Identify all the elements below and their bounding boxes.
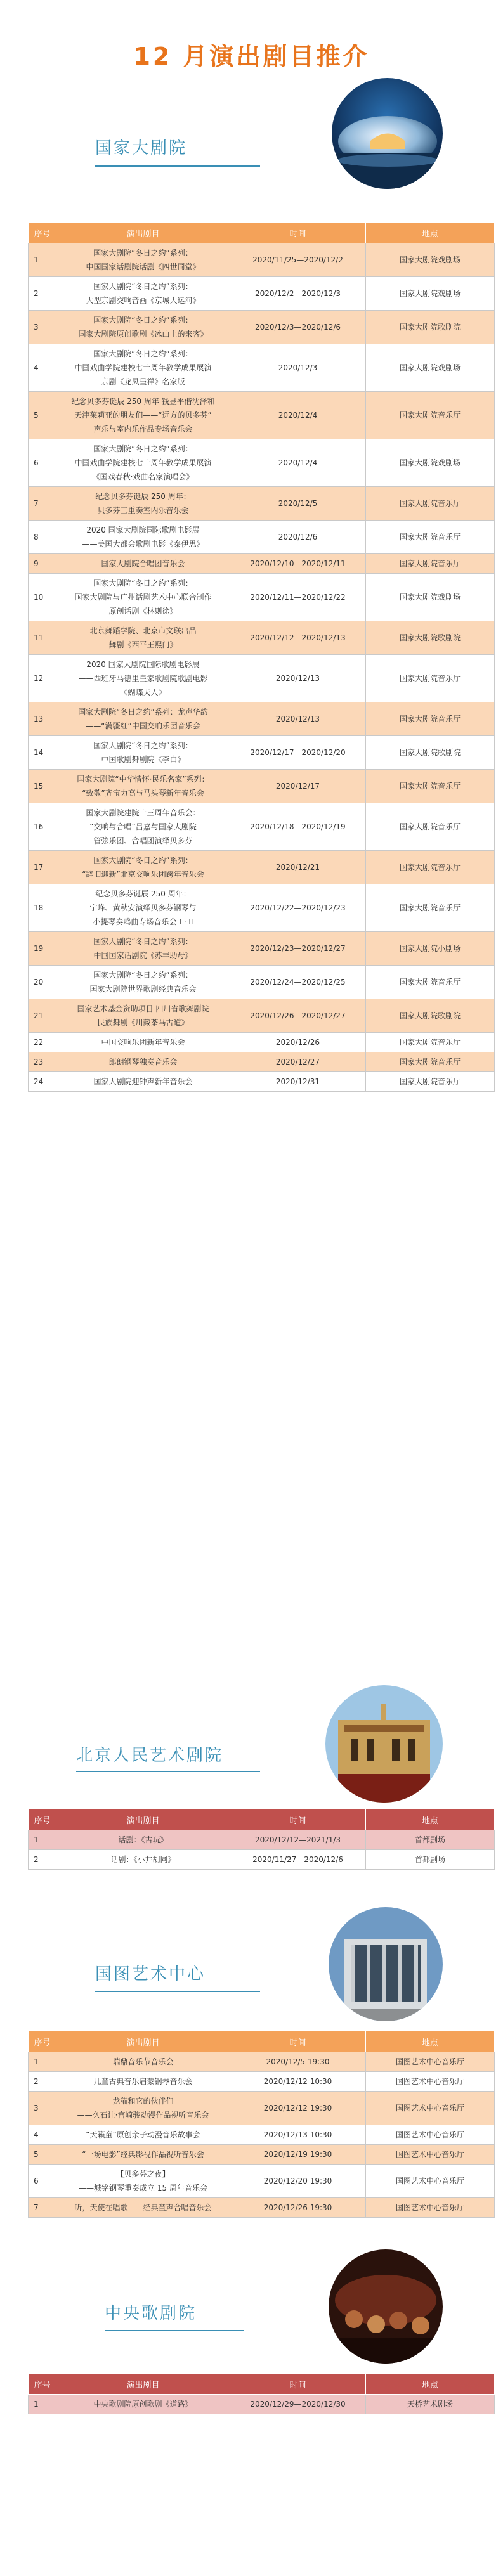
row-time: 2020/12/6	[230, 521, 366, 554]
row-program: 话剧：《小井胡同》	[56, 1850, 230, 1870]
venue-divider	[76, 1771, 260, 1772]
table-row	[29, 2395, 495, 2414]
table-row	[29, 770, 495, 803]
row-program: 国家大剧院“中华情怀·民乐名家”系列： “致敬”齐宝力高与马头琴新年音乐会	[56, 770, 230, 803]
venue-divider	[105, 2330, 244, 2331]
row-index: 2	[29, 1850, 56, 1870]
table-row	[29, 1830, 495, 1850]
col-time: 时间	[230, 2374, 366, 2395]
venue-photo	[325, 1685, 443, 1803]
venue-header	[0, 1891, 503, 2031]
row-time: 2020/12/24—2020/12/25	[230, 966, 366, 999]
table-row	[29, 736, 495, 770]
row-program: 国家大剧院“冬日之约”系列： “辞旧迎新”北京交响乐团跨年音乐会	[56, 851, 230, 884]
table-row	[29, 554, 495, 574]
table-row	[29, 2092, 495, 2125]
row-index: 5	[29, 392, 56, 439]
table-body	[29, 2395, 495, 2414]
row-venue: 国家大剧院音乐厅	[366, 1052, 495, 1072]
row-index: 4	[29, 344, 56, 392]
table-row	[29, 311, 495, 344]
bjry-table	[28, 1809, 495, 1870]
row-index: 24	[29, 1072, 56, 1092]
row-program: 中央歌剧院原创歌剧《道路》	[56, 2395, 230, 2414]
row-program: 2020 国家大剧院国际歌剧电影展 ——美国大都会歌剧电影《泰伊思》	[56, 521, 230, 554]
row-venue: 国图艺术中心音乐厅	[366, 2072, 495, 2092]
row-venue: 国家大剧院音乐厅	[366, 803, 495, 851]
venue-header	[0, 1676, 503, 1809]
row-time: 2020/12/2—2020/12/3	[230, 277, 366, 311]
row-program: “天籁童”原创亲子动漫音乐故事会	[56, 2125, 230, 2145]
table-row	[29, 1052, 495, 1072]
venue-photo	[329, 1907, 443, 2021]
table-row	[29, 2052, 495, 2072]
section-bjry	[0, 1676, 503, 1891]
venue-name: 中央歌剧院	[105, 2304, 197, 2323]
row-index: 15	[29, 770, 56, 803]
table-row	[29, 344, 495, 392]
row-index: 7	[29, 2198, 56, 2218]
row-venue: 国家大剧院戏剧场	[366, 344, 495, 392]
table-row	[29, 702, 495, 736]
row-venue: 国家大剧院音乐厅	[366, 770, 495, 803]
table-body	[29, 243, 495, 1092]
row-program: “一场电影”经典影视作品视听音乐会	[56, 2145, 230, 2165]
row-time: 2020/12/20 19:30	[230, 2165, 366, 2198]
table-row	[29, 574, 495, 621]
table-body	[29, 1830, 495, 1870]
row-index: 7	[29, 487, 56, 521]
col-time: 时间	[230, 1809, 366, 1830]
row-time: 2020/12/12 19:30	[230, 2092, 366, 2125]
table-header	[29, 223, 495, 243]
row-index: 23	[29, 1052, 56, 1072]
ntac-table	[28, 2031, 495, 2218]
row-time: 2020/12/12—2021/1/3	[230, 1830, 366, 1850]
row-venue: 国图艺术中心音乐厅	[366, 2092, 495, 2125]
row-program: 国家大剧院“冬日之约”系列： 中国戏曲学院建校七十周年教学成果展演 《国戏春秋·戏曲名家演唱会》	[56, 439, 230, 487]
row-venue: 天桥艺术剧场	[366, 2395, 495, 2414]
row-time: 2020/12/26—2020/12/27	[230, 999, 366, 1033]
row-program: 瑞鼎音乐节音乐会	[56, 2052, 230, 2072]
table-row	[29, 2198, 495, 2218]
row-time: 2020/12/19 19:30	[230, 2145, 366, 2165]
venue-name: 国家大剧院	[95, 139, 188, 158]
row-time: 2020/12/3—2020/12/6	[230, 311, 366, 344]
row-time: 2020/12/13	[230, 655, 366, 702]
row-venue: 国家大剧院音乐厅	[366, 392, 495, 439]
row-index: 10	[29, 574, 56, 621]
row-index: 11	[29, 621, 56, 655]
row-index: 21	[29, 999, 56, 1033]
row-program: 国家大剧院“冬日之约”系列： 中国歌剧舞剧院《李白》	[56, 736, 230, 770]
row-venue: 国家大剧院戏剧场	[366, 574, 495, 621]
row-index: 1	[29, 1830, 56, 1850]
row-index: 4	[29, 2125, 56, 2145]
row-program: 纪念贝多芬诞辰 250 周年 钱昱平偕沈泽和 天津茱莉亚的朋友们——“远方的贝多芬” 声乐与室内乐作品专场音乐会	[56, 392, 230, 439]
row-index: 17	[29, 851, 56, 884]
page-title: 12 月演出剧目推介	[133, 42, 370, 70]
venue-header	[0, 2227, 503, 2373]
section-ncpa	[0, 75, 503, 1676]
col-program: 演出剧目	[56, 1809, 230, 1830]
row-index: 2	[29, 2072, 56, 2092]
row-index: 12	[29, 655, 56, 702]
row-time: 2020/12/11—2020/12/22	[230, 574, 366, 621]
row-program: 国家大剧院“冬日之约”系列： 中国国家话剧院话剧《四世同堂》	[56, 243, 230, 277]
table-row	[29, 439, 495, 487]
row-program: 国家大剧院“冬日之约”系列： 中国戏曲学院建校七十周年教学成果展演 京剧《龙凤呈祥》名家版	[56, 344, 230, 392]
row-time: 2020/11/25—2020/12/2	[230, 243, 366, 277]
table-row	[29, 1033, 495, 1052]
venue-name: 国图艺术中心	[95, 1965, 206, 1984]
table-row	[29, 999, 495, 1033]
row-venue: 国家大剧院音乐厅	[366, 702, 495, 736]
table-body	[29, 2052, 495, 2218]
row-index: 19	[29, 932, 56, 966]
col-venue: 地点	[366, 223, 495, 243]
row-time: 2020/12/3	[230, 344, 366, 392]
section-cno	[0, 2227, 503, 2437]
row-venue: 国家大剧院歌剧院	[366, 621, 495, 655]
table-row	[29, 621, 495, 655]
row-program: 纪念贝多芬诞辰 250 周年： 贝多芬三重奏室内乐音乐会	[56, 487, 230, 521]
col-time: 时间	[230, 223, 366, 243]
row-venue: 国家大剧院音乐厅	[366, 966, 495, 999]
table-row	[29, 884, 495, 932]
row-program: 听，天使在唱歌——经典童声合唱音乐会	[56, 2198, 230, 2218]
row-index: 5	[29, 2145, 56, 2165]
row-program: 国家大剧院“冬日之约”系列：龙声华韵 ——“满疆红”中国交响乐团音乐会	[56, 702, 230, 736]
row-program: 国家大剧院“冬日之约”系列： 国家大剧院原创歌剧《冰山上的来客》	[56, 311, 230, 344]
table-row	[29, 851, 495, 884]
row-time: 2020/12/26 19:30	[230, 2198, 366, 2218]
row-venue: 国家大剧院戏剧场	[366, 243, 495, 277]
row-program: 国家大剧院合唱团音乐会	[56, 554, 230, 574]
table-header	[29, 2374, 495, 2395]
row-program: 2020 国家大剧院国际歌剧电影展 ——西班牙马德里皇家歌剧院歌剧电影 《蝴蝶夫人》	[56, 655, 230, 702]
row-venue: 首都剧场	[366, 1850, 495, 1870]
row-time: 2020/12/17	[230, 770, 366, 803]
row-venue: 国家大剧院歌剧院	[366, 311, 495, 344]
row-program: 【贝多芬之夜】 ——城铭钢琴重奏成立 15 周年音乐会	[56, 2165, 230, 2198]
row-program: 儿童古典音乐启蒙钢琴音乐会	[56, 2072, 230, 2092]
row-venue: 国家大剧院音乐厅	[366, 1072, 495, 1092]
row-time: 2020/12/18—2020/12/19	[230, 803, 366, 851]
row-time: 2020/11/27—2020/12/6	[230, 1850, 366, 1870]
col-idx: 序号	[29, 2031, 56, 2052]
table-row	[29, 1072, 495, 1092]
row-index: 9	[29, 554, 56, 574]
row-time: 2020/12/10—2020/12/11	[230, 554, 366, 574]
row-venue: 国家大剧院音乐厅	[366, 554, 495, 574]
row-time: 2020/12/22—2020/12/23	[230, 884, 366, 932]
row-time: 2020/12/27	[230, 1052, 366, 1072]
col-program: 演出剧目	[56, 223, 230, 243]
row-program: 国家大剧院建院十三周年音乐会： “交响与合唱”吕嘉与国家大剧院 管弦乐团、合唱团演绎贝多芬	[56, 803, 230, 851]
col-venue: 地点	[366, 2374, 495, 2395]
table-row	[29, 2145, 495, 2165]
row-program: 郎朗钢琴独奏音乐会	[56, 1052, 230, 1072]
venue-photo	[332, 78, 443, 189]
row-index: 2	[29, 277, 56, 311]
col-time: 时间	[230, 2031, 366, 2052]
table-row	[29, 655, 495, 702]
table-row	[29, 243, 495, 277]
row-venue: 国家大剧院小剧场	[366, 932, 495, 966]
row-time: 2020/12/4	[230, 392, 366, 439]
row-index: 14	[29, 736, 56, 770]
venue-divider	[95, 165, 260, 167]
row-time: 2020/12/21	[230, 851, 366, 884]
table-row	[29, 277, 495, 311]
row-venue: 国家大剧院歌剧院	[366, 999, 495, 1033]
table-row	[29, 392, 495, 439]
row-program: 中国交响乐团新年音乐会	[56, 1033, 230, 1052]
table-row	[29, 2165, 495, 2198]
table-row	[29, 487, 495, 521]
section-ntac	[0, 1891, 503, 2227]
row-index: 13	[29, 702, 56, 736]
col-program: 演出剧目	[56, 2374, 230, 2395]
row-index: 18	[29, 884, 56, 932]
row-venue: 国家大剧院歌剧院	[366, 736, 495, 770]
row-venue: 国家大剧院音乐厅	[366, 851, 495, 884]
row-program: 国家大剧院“冬日之约”系列： 大型京剧交响音画《京城大运河》	[56, 277, 230, 311]
row-venue: 国家大剧院戏剧场	[366, 439, 495, 487]
row-index: 3	[29, 311, 56, 344]
row-venue: 国图艺术中心音乐厅	[366, 2198, 495, 2218]
row-index: 1	[29, 2395, 56, 2414]
table-row	[29, 932, 495, 966]
row-index: 16	[29, 803, 56, 851]
row-venue: 国家大剧院音乐厅	[366, 1033, 495, 1052]
table-row	[29, 2072, 495, 2092]
col-idx: 序号	[29, 2374, 56, 2395]
row-time: 2020/12/26	[230, 1033, 366, 1052]
row-time: 2020/12/13 10:30	[230, 2125, 366, 2145]
row-venue: 国图艺术中心音乐厅	[366, 2145, 495, 2165]
row-program: 国家大剧院迎钟声新年音乐会	[56, 1072, 230, 1092]
table-row	[29, 521, 495, 554]
table-header	[29, 1809, 495, 1830]
row-time: 2020/12/29—2020/12/30	[230, 2395, 366, 2414]
row-index: 22	[29, 1033, 56, 1052]
row-time: 2020/12/17—2020/12/20	[230, 736, 366, 770]
row-venue: 首都剧场	[366, 1830, 495, 1850]
venue-header	[0, 75, 503, 222]
ncpa-table	[28, 222, 495, 1092]
row-time: 2020/12/5 19:30	[230, 2052, 366, 2072]
row-program: 国家艺术基金资助项目 四川省歌舞剧院 民族舞剧《川藏茶马古道》	[56, 999, 230, 1033]
row-index: 8	[29, 521, 56, 554]
row-program: 龙猫和它的伙伴们 ——久石让·宫崎骏动漫作品视听音乐会	[56, 2092, 230, 2125]
venue-photo	[329, 2249, 443, 2364]
table-header	[29, 2031, 495, 2052]
row-venue: 国家大剧院音乐厅	[366, 521, 495, 554]
row-program: 国家大剧院“冬日之约”系列： 国家大剧院与广州话剧艺术中心联合制作 原创话剧《林则徐》	[56, 574, 230, 621]
row-time: 2020/12/12—2020/12/13	[230, 621, 366, 655]
col-venue: 地点	[366, 2031, 495, 2052]
table-row	[29, 1850, 495, 1870]
row-index: 3	[29, 2092, 56, 2125]
row-program: 话剧：《古玩》	[56, 1830, 230, 1850]
row-venue: 国图艺术中心音乐厅	[366, 2052, 495, 2072]
row-venue: 国家大剧院音乐厅	[366, 487, 495, 521]
table-row	[29, 966, 495, 999]
row-venue: 国家大剧院音乐厅	[366, 884, 495, 932]
col-idx: 序号	[29, 223, 56, 243]
row-venue: 国家大剧院音乐厅	[366, 655, 495, 702]
row-venue: 国图艺术中心音乐厅	[366, 2165, 495, 2198]
row-time: 2020/12/5	[230, 487, 366, 521]
row-index: 6	[29, 2165, 56, 2198]
table-row	[29, 803, 495, 851]
venue-name: 北京人民艺术剧院	[76, 1746, 224, 1765]
row-time: 2020/12/12 10:30	[230, 2072, 366, 2092]
row-index: 1	[29, 2052, 56, 2072]
row-time: 2020/12/4	[230, 439, 366, 487]
row-program: 纪念贝多芬诞辰 250 周年： 宁峰、黄秋安演绎贝多芬钢琴与 小提琴奏鸣曲专场音乐会 I · II	[56, 884, 230, 932]
cno-table	[28, 2373, 495, 2414]
row-index: 1	[29, 243, 56, 277]
row-time: 2020/12/13	[230, 702, 366, 736]
table-row	[29, 2125, 495, 2145]
col-program: 演出剧目	[56, 2031, 230, 2052]
row-program: 国家大剧院“冬日之约”系列： 国家大剧院世界歌剧经典音乐会	[56, 966, 230, 999]
col-idx: 序号	[29, 1809, 56, 1830]
row-program: 国家大剧院“冬日之约”系列： 中国国家话剧院《苏丰助母》	[56, 932, 230, 966]
row-index: 6	[29, 439, 56, 487]
row-venue: 国家大剧院戏剧场	[366, 277, 495, 311]
row-time: 2020/12/23—2020/12/27	[230, 932, 366, 966]
row-program: 北京舞蹈学院、北京市文联出品 舞剧《西平王熙门》	[56, 621, 230, 655]
row-index: 20	[29, 966, 56, 999]
row-time: 2020/12/31	[230, 1072, 366, 1092]
row-venue: 国图艺术中心音乐厅	[366, 2125, 495, 2145]
col-venue: 地点	[366, 1809, 495, 1830]
venue-divider	[95, 1991, 260, 1992]
